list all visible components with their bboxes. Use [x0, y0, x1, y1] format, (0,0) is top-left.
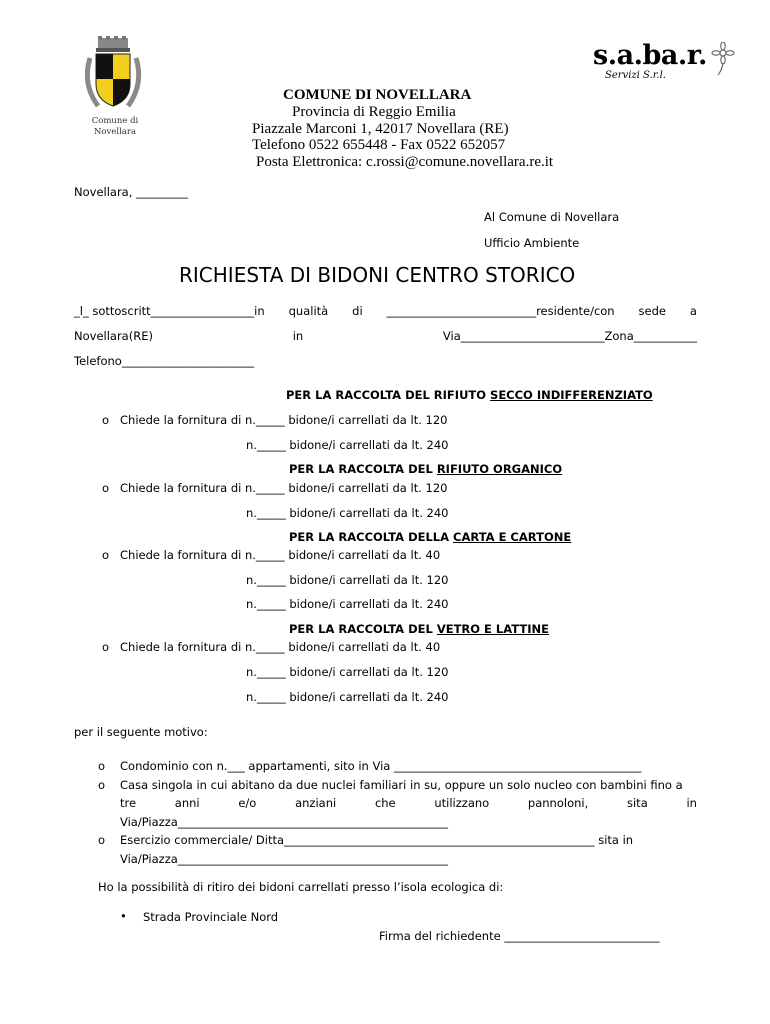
pickup-label: Ho la possibilità di ritiro dei bidoni carrellati presso l’isola ecologica di:	[98, 880, 504, 894]
recipient-line2: Ufficio Ambiente	[484, 236, 580, 250]
reason-casa-word: anni	[174, 796, 200, 810]
bullet-icon: o	[98, 833, 106, 847]
section-heading: PER LA RACCOLTA DEL RIFIUTO SECCO INDIFFERENZIATO	[286, 388, 653, 402]
applicant-line1-part: __________________________residente/con	[386, 304, 615, 318]
reason-casa-word: anziani	[295, 796, 337, 810]
reason-casa-line1: Casa singola in cui abitano da due nuclei familiari in su, oppure un solo nucleo con bambini fino a	[120, 778, 683, 792]
extra-line: n._____ bidone/i carrellati da lt. 240	[246, 438, 449, 452]
reason-casa-word: sita	[627, 796, 648, 810]
request-line: Chiede la fornitura di n._____ bidone/i carrellati da lt. 120	[120, 481, 448, 495]
reason-casa-word: utilizzano	[434, 796, 490, 810]
bullet-icon: o	[102, 548, 110, 562]
reason-esercizio-line2: Via/Piazza_______________________________________________	[120, 852, 449, 866]
bullet-icon: o	[98, 759, 106, 773]
bullet-dot-icon: •	[120, 909, 127, 923]
header-address: Piazzale Marconi 1, 42017 Novellara (RE)	[252, 121, 509, 137]
reason-casa-line3: Via/Piazza_______________________________________________	[120, 815, 449, 829]
applicant-line1-part: di	[352, 304, 363, 318]
applicant-line1-part: _l_ sottoscritt__________________in	[74, 304, 265, 318]
header-phone: Telefono 0522 655448 - Fax 0522 652057	[252, 137, 506, 153]
coat-of-arms-icon	[80, 36, 146, 116]
extra-line: n._____ bidone/i carrellati da lt. 120	[246, 665, 449, 679]
extra-line: n._____ bidone/i carrellati da lt. 240	[246, 506, 449, 520]
applicant-line2-part: in	[292, 329, 304, 343]
reason-casa-word: e/o	[238, 796, 257, 810]
sabar-subtitle: Servizi S.r.l.	[605, 70, 666, 81]
applicant-line1-part: a	[689, 304, 697, 318]
reason-casa-word: che	[374, 796, 396, 810]
sabar-logo	[593, 42, 707, 81]
section-heading: PER LA RACCOLTA DEL VETRO E LATTINE	[289, 622, 549, 636]
extra-line: n._____ bidone/i carrellati da lt. 240	[246, 597, 449, 611]
section-heading: PER LA RACCOLTA DEL RIFIUTO ORGANICO	[289, 462, 563, 476]
request-line: Chiede la fornitura di n._____ bidone/i carrellati da lt. 120	[120, 413, 448, 427]
date-line: Novellara, _________	[74, 185, 188, 199]
extra-line: n._____ bidone/i carrellati da lt. 120	[246, 573, 449, 587]
header-org: COMUNE DI NOVELLARA	[283, 87, 472, 103]
applicant-line1-part: sede	[638, 304, 666, 318]
comune-logo	[80, 36, 146, 138]
request-line: Chiede la fornitura di n._____ bidone/i carrellati da lt. 40	[120, 640, 441, 654]
bullet-icon: o	[102, 413, 110, 427]
bullet-icon: o	[98, 778, 106, 792]
recipient-line1: Al Comune di Novellara	[484, 210, 620, 224]
reason-esercizio-line1: Esercizio commerciale/ Ditta______________________________________________________ sita in	[120, 833, 634, 847]
reason-condominio: Condominio con n.___ appartamenti, sito in Via ___________________________________________	[120, 759, 642, 773]
applicant-line2	[74, 329, 697, 343]
logo-line1: Comune di	[91, 116, 139, 126]
page-title: RICHIESTA DI BIDONI CENTRO STORICO	[179, 263, 576, 287]
bullet-icon: o	[102, 481, 110, 495]
applicant-line2-part: Novellara(RE)	[74, 329, 153, 343]
pickup-option: Strada Provinciale Nord	[143, 910, 279, 924]
flower-icon	[710, 42, 736, 76]
bullet-icon: o	[102, 640, 110, 654]
reason-casa-word: pannoloni,	[527, 796, 589, 810]
applicant-line1-part: qualità	[288, 304, 329, 318]
reason-label: per il seguente motivo:	[74, 725, 208, 739]
applicant-phone: Telefono_______________________	[74, 354, 255, 368]
request-line: Chiede la fornitura di n._____ bidone/i carrellati da lt. 40	[120, 548, 441, 562]
signature-line: Firma del richiedente ___________________________	[379, 929, 660, 943]
applicant-line1	[74, 304, 697, 318]
sabar-name: s.a.ba.r.	[593, 40, 707, 71]
reason-casa-line2	[120, 796, 697, 810]
extra-line: n._____ bidone/i carrellati da lt. 240	[246, 690, 449, 704]
section-heading: PER LA RACCOLTA DELLA CARTA E CARTONE	[289, 530, 572, 544]
reason-casa-word: in	[686, 796, 697, 810]
logo-line2: Novellara	[93, 127, 137, 137]
reason-casa-word: tre	[120, 796, 137, 810]
applicant-line2-part: Via_________________________Zona___________	[442, 329, 697, 343]
header-province: Provincia di Reggio Emilia	[292, 104, 456, 120]
header-email: Posta Elettronica: c.rossi@comune.novellara.re.it	[256, 154, 554, 170]
